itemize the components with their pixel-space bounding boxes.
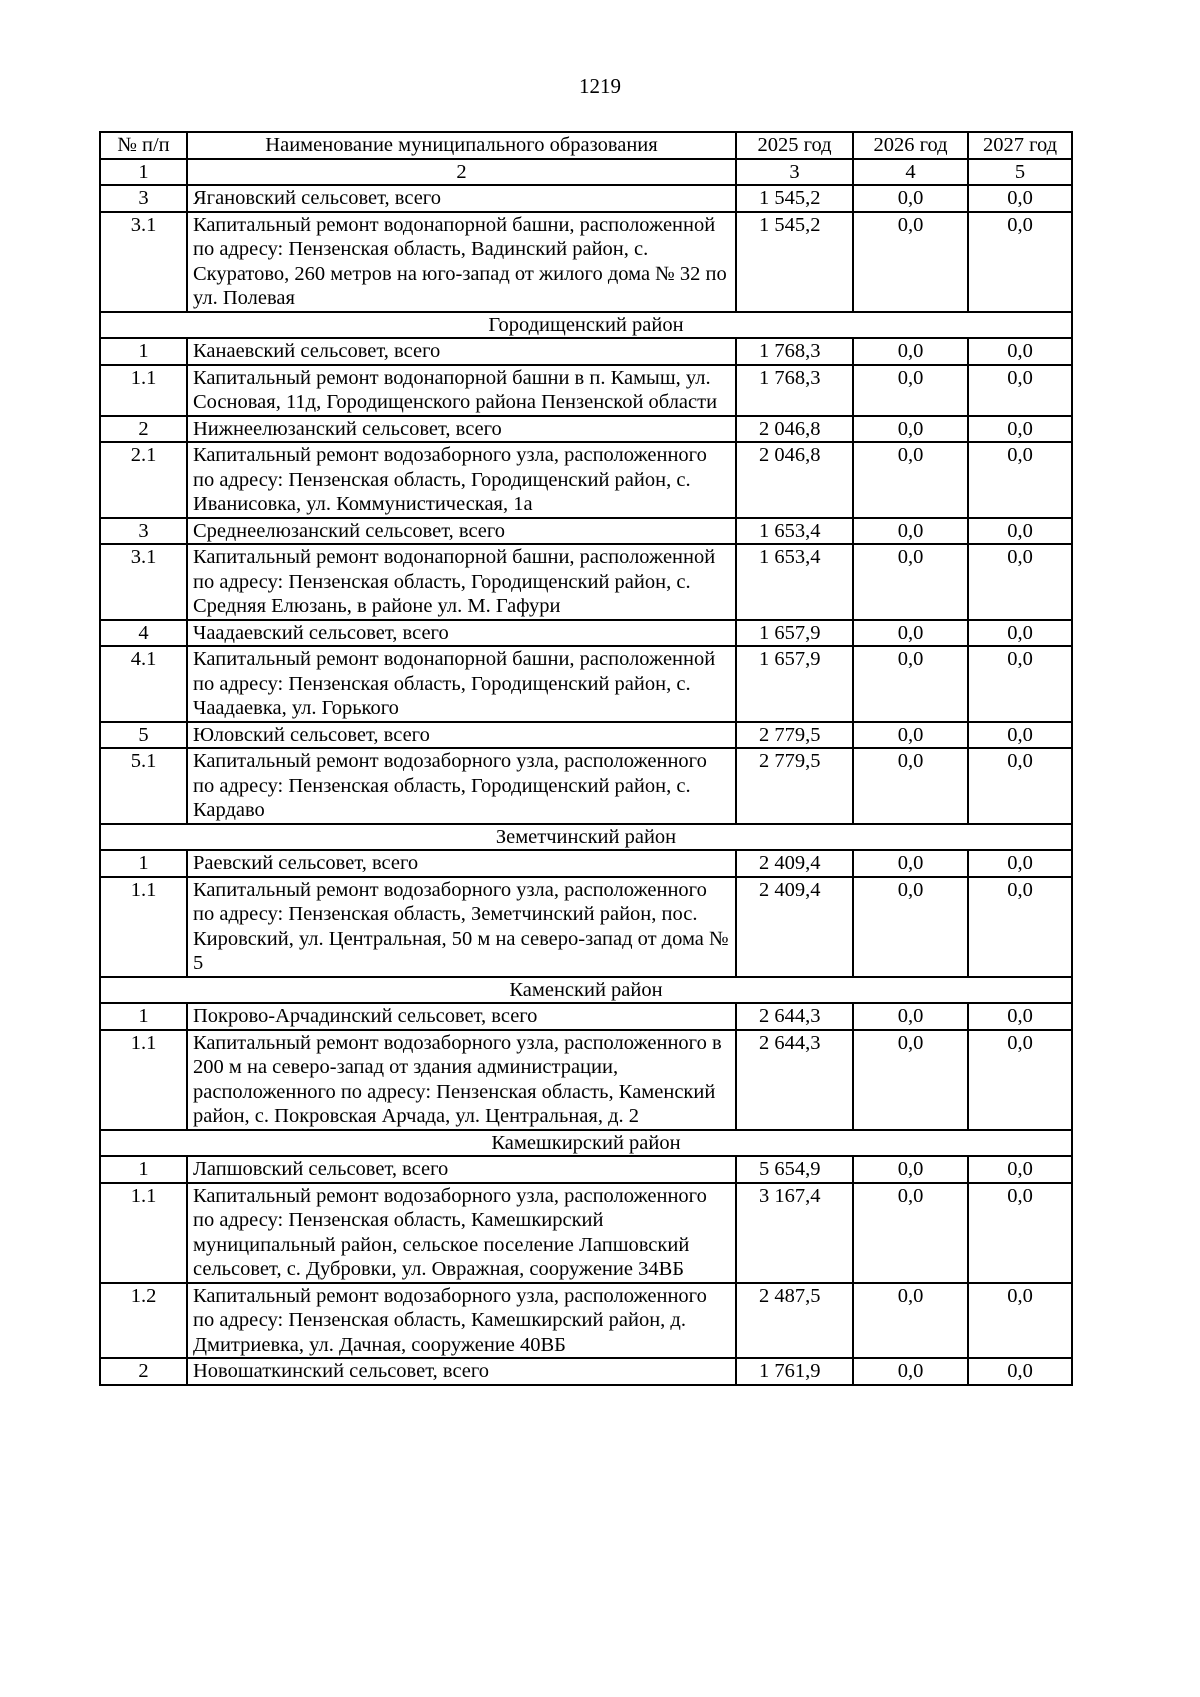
table-row xyxy=(100,518,1072,545)
row-name: Нижнеелюзанский сельсовет, всего xyxy=(187,416,736,443)
row-value-2026: 0,0 xyxy=(853,416,968,443)
row-value-2026: 0,0 xyxy=(853,442,968,518)
row-value-2025: 2 779,5 xyxy=(736,748,853,824)
row-value-2025: 2 409,4 xyxy=(736,877,853,977)
table-row xyxy=(100,1183,1072,1283)
row-value-2025: 2 487,5 xyxy=(736,1283,853,1359)
row-number: 3.1 xyxy=(100,544,187,620)
row-number: 1 xyxy=(100,850,187,877)
row-value-2025: 2 409,4 xyxy=(736,850,853,877)
row-value-2025: 1 657,9 xyxy=(736,620,853,647)
row-value-2026: 0,0 xyxy=(853,1156,968,1183)
row-number: 1.2 xyxy=(100,1283,187,1359)
table-row xyxy=(100,1030,1072,1130)
table-row xyxy=(100,1003,1072,1030)
row-value-2025: 2 779,5 xyxy=(736,722,853,749)
row-value-2026: 0,0 xyxy=(853,212,968,312)
row-name: Капитальный ремонт водозаборного узла, расположенного по адресу: Пензенская область, Камешкирский муниципальный район, сельское поселение Лапшовский сельсовет, с. Дубровки, ул. Овражная, сооружение 34ВБ xyxy=(187,1183,736,1283)
table-row xyxy=(100,1358,1072,1385)
row-value-2026: 0,0 xyxy=(853,748,968,824)
row-value-2026: 0,0 xyxy=(853,1030,968,1130)
row-name: Чаадаевский сельсовет, всего xyxy=(187,620,736,647)
header-municipality-name: Наименование муниципального образования xyxy=(187,132,736,159)
row-value-2025: 1 545,2 xyxy=(736,212,853,312)
row-name: Лапшовский сельсовет, всего xyxy=(187,1156,736,1183)
row-value-2025: 1 653,4 xyxy=(736,544,853,620)
column-index-4: 4 xyxy=(853,159,968,186)
row-value-2027: 0,0 xyxy=(968,518,1072,545)
row-name: Юловский сельсовет, всего xyxy=(187,722,736,749)
district-name: Камешкирский район xyxy=(100,1130,1072,1157)
row-value-2026: 0,0 xyxy=(853,518,968,545)
table-row xyxy=(100,544,1072,620)
row-value-2026: 0,0 xyxy=(853,620,968,647)
row-value-2026: 0,0 xyxy=(853,1003,968,1030)
district-row xyxy=(100,977,1072,1004)
row-value-2027: 0,0 xyxy=(968,185,1072,212)
table-row xyxy=(100,620,1072,647)
row-value-2025: 1 545,2 xyxy=(736,185,853,212)
row-value-2027: 0,0 xyxy=(968,1358,1072,1385)
table-row xyxy=(100,338,1072,365)
column-index-1: 1 xyxy=(100,159,187,186)
column-index-5: 5 xyxy=(968,159,1072,186)
row-number: 1 xyxy=(100,338,187,365)
row-value-2026: 0,0 xyxy=(853,185,968,212)
row-value-2026: 0,0 xyxy=(853,338,968,365)
row-value-2027: 0,0 xyxy=(968,1156,1072,1183)
table-row xyxy=(100,646,1072,722)
table-row xyxy=(100,748,1072,824)
row-value-2027: 0,0 xyxy=(968,1003,1072,1030)
row-value-2025: 1 768,3 xyxy=(736,365,853,416)
row-name: Капитальный ремонт водозаборного узла, расположенного по адресу: Пензенская область, Городищенский район, с. Иванисовка, ул. Коммунистическая, 1а xyxy=(187,442,736,518)
district-name: Городищенский район xyxy=(100,312,1072,339)
row-value-2026: 0,0 xyxy=(853,1358,968,1385)
table-body xyxy=(100,185,1072,1385)
row-number: 5.1 xyxy=(100,748,187,824)
row-value-2025: 1 761,9 xyxy=(736,1358,853,1385)
row-name: Капитальный ремонт водозаборного узла, расположенного по адресу: Пензенская область, Городищенский район, с. Кардаво xyxy=(187,748,736,824)
table-row xyxy=(100,850,1072,877)
row-value-2027: 0,0 xyxy=(968,212,1072,312)
row-value-2026: 0,0 xyxy=(853,877,968,977)
table-row xyxy=(100,442,1072,518)
header-year-2025: 2025 год xyxy=(736,132,853,159)
row-number: 2 xyxy=(100,416,187,443)
row-value-2025: 5 654,9 xyxy=(736,1156,853,1183)
row-number: 1 xyxy=(100,1156,187,1183)
table-row xyxy=(100,877,1072,977)
row-value-2027: 0,0 xyxy=(968,416,1072,443)
row-value-2026: 0,0 xyxy=(853,646,968,722)
row-name: Канаевский сельсовет, всего xyxy=(187,338,736,365)
district-name: Земетчинский район xyxy=(100,824,1072,851)
district-row xyxy=(100,312,1072,339)
row-value-2026: 0,0 xyxy=(853,1183,968,1283)
row-number: 1.1 xyxy=(100,365,187,416)
row-number: 1 xyxy=(100,1003,187,1030)
row-name: Капитальный ремонт водозаборного узла, расположенного в 200 м на северо-запад от здания администрации, расположенного по адресу: Пензенская область, Каменский район, с. Покровская Арчада, ул. Центральная, д. 2 xyxy=(187,1030,736,1130)
row-value-2026: 0,0 xyxy=(853,365,968,416)
row-number: 2 xyxy=(100,1358,187,1385)
row-value-2025: 2 046,8 xyxy=(736,416,853,443)
table-row xyxy=(100,212,1072,312)
row-number: 3 xyxy=(100,185,187,212)
table-row xyxy=(100,185,1072,212)
row-value-2027: 0,0 xyxy=(968,620,1072,647)
row-value-2027: 0,0 xyxy=(968,646,1072,722)
table-row xyxy=(100,416,1072,443)
district-row xyxy=(100,824,1072,851)
row-number: 4 xyxy=(100,620,187,647)
header-year-2026: 2026 год xyxy=(853,132,968,159)
row-value-2027: 0,0 xyxy=(968,748,1072,824)
row-name: Раевский сельсовет, всего xyxy=(187,850,736,877)
row-value-2026: 0,0 xyxy=(853,544,968,620)
row-value-2025: 1 653,4 xyxy=(736,518,853,545)
row-number: 3.1 xyxy=(100,212,187,312)
row-value-2027: 0,0 xyxy=(968,544,1072,620)
row-value-2027: 0,0 xyxy=(968,442,1072,518)
row-name: Покрово-Арчадинский сельсовет, всего xyxy=(187,1003,736,1030)
district-row xyxy=(100,1130,1072,1157)
row-value-2025: 1 768,3 xyxy=(736,338,853,365)
row-number: 1.1 xyxy=(100,1030,187,1130)
row-name: Ягановский сельсовет, всего xyxy=(187,185,736,212)
row-value-2027: 0,0 xyxy=(968,877,1072,977)
row-name: Среднеелюзанский сельсовет, всего xyxy=(187,518,736,545)
table-row xyxy=(100,1283,1072,1359)
table-header-row xyxy=(100,132,1072,159)
table-row xyxy=(100,365,1072,416)
row-value-2026: 0,0 xyxy=(853,722,968,749)
header-year-2027: 2027 год xyxy=(968,132,1072,159)
row-value-2026: 0,0 xyxy=(853,1283,968,1359)
row-value-2027: 0,0 xyxy=(968,1183,1072,1283)
row-value-2027: 0,0 xyxy=(968,850,1072,877)
district-name: Каменский район xyxy=(100,977,1072,1004)
row-name: Капитальный ремонт водонапорной башни, расположенной по адресу: Пензенская область, Вадинский район, с. Скуратово, 260 метров на юго-запад от жилого дома № 32 по ул. Полевая xyxy=(187,212,736,312)
row-number: 5 xyxy=(100,722,187,749)
column-index-row xyxy=(100,159,1072,186)
row-name: Капитальный ремонт водонапорной башни, расположенной по адресу: Пензенская область, Городищенский район, с. Чаадаевка, ул. Горького xyxy=(187,646,736,722)
column-index-2: 2 xyxy=(187,159,736,186)
row-value-2026: 0,0 xyxy=(853,850,968,877)
row-value-2027: 0,0 xyxy=(968,1283,1072,1359)
row-name: Капитальный ремонт водонапорной башни в п. Камыш, ул. Сосновая, 11д, Городищенского района Пензенской области xyxy=(187,365,736,416)
header-number: № п/п xyxy=(100,132,187,159)
page-number: 1219 xyxy=(579,74,621,98)
row-number: 3 xyxy=(100,518,187,545)
row-value-2025: 3 167,4 xyxy=(736,1183,853,1283)
table-row xyxy=(100,722,1072,749)
row-value-2027: 0,0 xyxy=(968,338,1072,365)
row-value-2027: 0,0 xyxy=(968,1030,1072,1130)
row-value-2027: 0,0 xyxy=(968,365,1072,416)
row-name: Капитальный ремонт водонапорной башни, расположенной по адресу: Пензенская область, Городищенский район, с. Средняя Елюзань, в районе ул. М. Гафури xyxy=(187,544,736,620)
row-name: Капитальный ремонт водозаборного узла, расположенного по адресу: Пензенская область, Земетчинский район, пос. Кировский, ул. Центральная, 50 м на северо-запад от дома № 5 xyxy=(187,877,736,977)
row-number: 2.1 xyxy=(100,442,187,518)
row-value-2025: 1 657,9 xyxy=(736,646,853,722)
row-value-2025: 2 046,8 xyxy=(736,442,853,518)
budget-table xyxy=(99,131,1073,1386)
table-row xyxy=(100,1156,1072,1183)
row-number: 4.1 xyxy=(100,646,187,722)
row-number: 1.1 xyxy=(100,1183,187,1283)
row-value-2025: 2 644,3 xyxy=(736,1030,853,1130)
row-number: 1.1 xyxy=(100,877,187,977)
row-value-2025: 2 644,3 xyxy=(736,1003,853,1030)
column-index-3: 3 xyxy=(736,159,853,186)
row-value-2027: 0,0 xyxy=(968,722,1072,749)
row-name: Капитальный ремонт водозаборного узла, расположенного по адресу: Пензенская область, Камешкирский район, д. Дмитриевка, ул. Дачная, сооружение 40ВБ xyxy=(187,1283,736,1359)
row-name: Новошаткинский сельсовет, всего xyxy=(187,1358,736,1385)
